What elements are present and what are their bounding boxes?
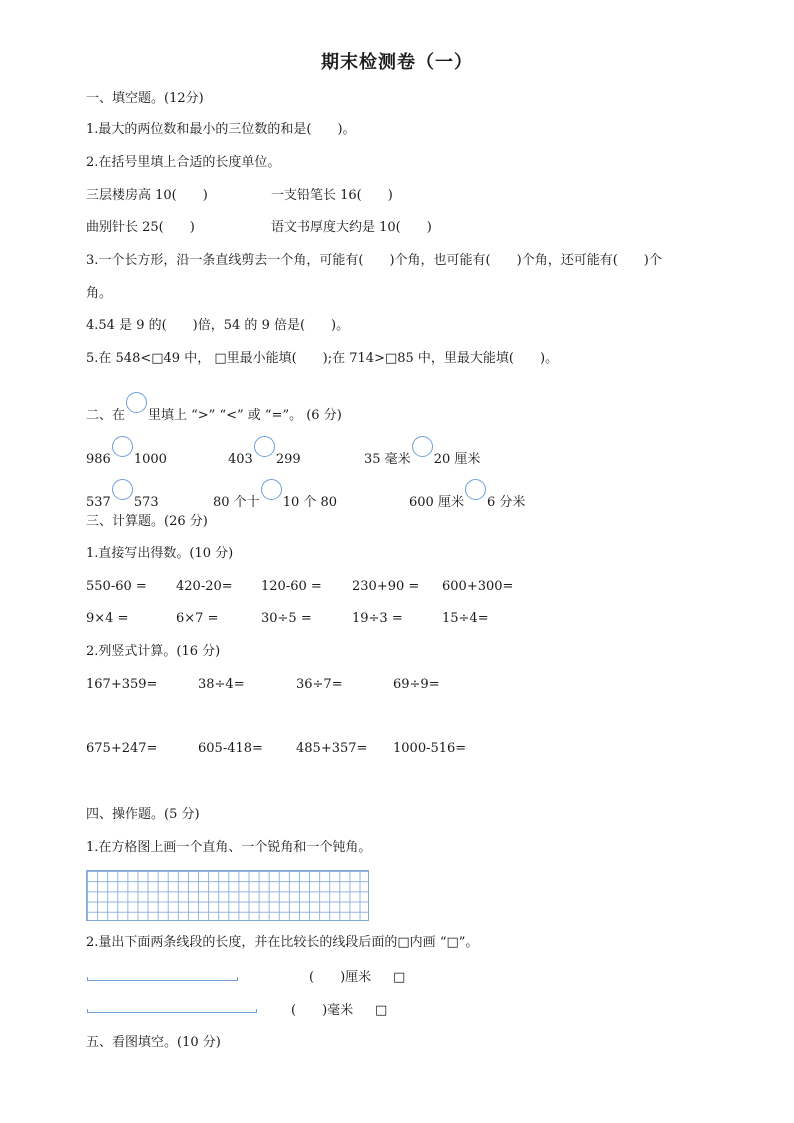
compare-circle[interactable] [261,479,282,500]
vertical-calc-item: 485+357= [296,741,368,756]
calc-item: 120-60 = [261,579,322,594]
vertical-calc-item: 675+247= [86,741,158,756]
circle-icon [126,392,147,413]
vertical-calc-item: 167+359= [86,677,158,692]
unit-blank-building: 三层楼房高 10( ) [86,188,208,203]
compare-item: 537 573 [86,479,159,512]
section2-heading-pre: 二、在 [86,408,126,423]
calc-item: 420-20= [176,579,233,594]
section2-heading [86,392,342,425]
unit-blank-book: 语文书厚度大约是 10( ) [271,220,432,235]
vertical-calc-item: 1000-516= [393,741,467,756]
calc-item: 19÷3 = [352,611,403,626]
question-1-1: 1.最大的两位数和最小的三位数的和是( )。 [86,122,356,137]
segment-1-answer: ( )厘米 [309,970,372,985]
calc-item: 230+90 = [352,579,420,594]
calc-item: 6×7 = [176,611,219,626]
calc-part1-heading: 1.直接写出得数。(10 分) [86,546,234,561]
compare-item: 600 厘米 6 分米 [409,479,525,512]
line-segment-1 [87,977,238,981]
calc-item: 600+300= [442,579,514,594]
question-1-5: 5.在 548<□49 中， □里最小能填( );在 714>□85 中，里最大能填( )。 [86,351,559,366]
calc-part2-heading: 2.列竖式计算。(16 分) [86,644,221,659]
question-1-3-line1: 3.一个长方形，沿一条直线剪去一个角，可能有( )个角，也可能有( )个角，还可能有( )个 [86,253,662,268]
vertical-calc-item: 69÷9= [393,677,440,692]
compare-item: 403 299 [228,436,301,469]
calc-item: 30÷5 = [261,611,312,626]
operation-part1: 1.在方格图上画一个直角、一个锐角和一个钝角。 [86,840,372,855]
line-segment-2 [87,1009,257,1013]
compare-circle[interactable] [112,479,133,500]
vertical-calc-item: 605-418= [198,741,263,756]
page-title: 期末检测卷（一） [321,52,473,73]
compare-circle[interactable] [412,436,433,457]
vertical-calc-item: 38÷4= [198,677,245,692]
segment-2-answer: ( )毫米 [291,1003,354,1018]
segment-1-checkbox[interactable]: □ [393,970,406,985]
section4-heading: 四、操作题。(5 分) [86,807,200,822]
unit-blank-clip: 曲别针长 25( ) [86,220,195,235]
section3-heading: 三、计算题。(26 分) [86,514,208,529]
compare-circle[interactable] [254,436,275,457]
calc-item: 9×4 = [86,611,129,626]
compare-circle[interactable] [112,436,133,457]
section1-heading: 一、填空题。(12分) [86,91,204,106]
vertical-calc-item: 36÷7= [296,677,343,692]
compare-item: 986 1000 [86,436,167,469]
section5-heading: 五、看图填空。(10 分) [86,1035,221,1050]
question-1-4: 4.54 是 9 的( )倍，54 的 9 倍是( )。 [86,318,350,333]
segment-2-checkbox[interactable]: □ [375,1003,388,1018]
operation-part2: 2.量出下面两条线段的长度，并在比较长的线段后面的□内画 “□”。 [86,935,479,950]
question-1-2: 2.在括号里填上合适的长度单位。 [86,155,281,170]
calc-item: 15÷4= [442,611,489,626]
section2-heading-post: 里填上 “>” “<” 或 “=”。 (6 分) [148,408,342,423]
unit-blank-pencil: 一支铅笔长 16( ) [271,188,393,203]
square-grid[interactable] [86,870,369,921]
compare-item: 35 毫米 20 厘米 [364,436,480,469]
compare-circle[interactable] [465,479,486,500]
compare-item: 80 个十 10 个 80 [213,479,337,512]
calc-item: 550-60 = [86,579,147,594]
question-1-3-line2: 角。 [86,286,113,301]
